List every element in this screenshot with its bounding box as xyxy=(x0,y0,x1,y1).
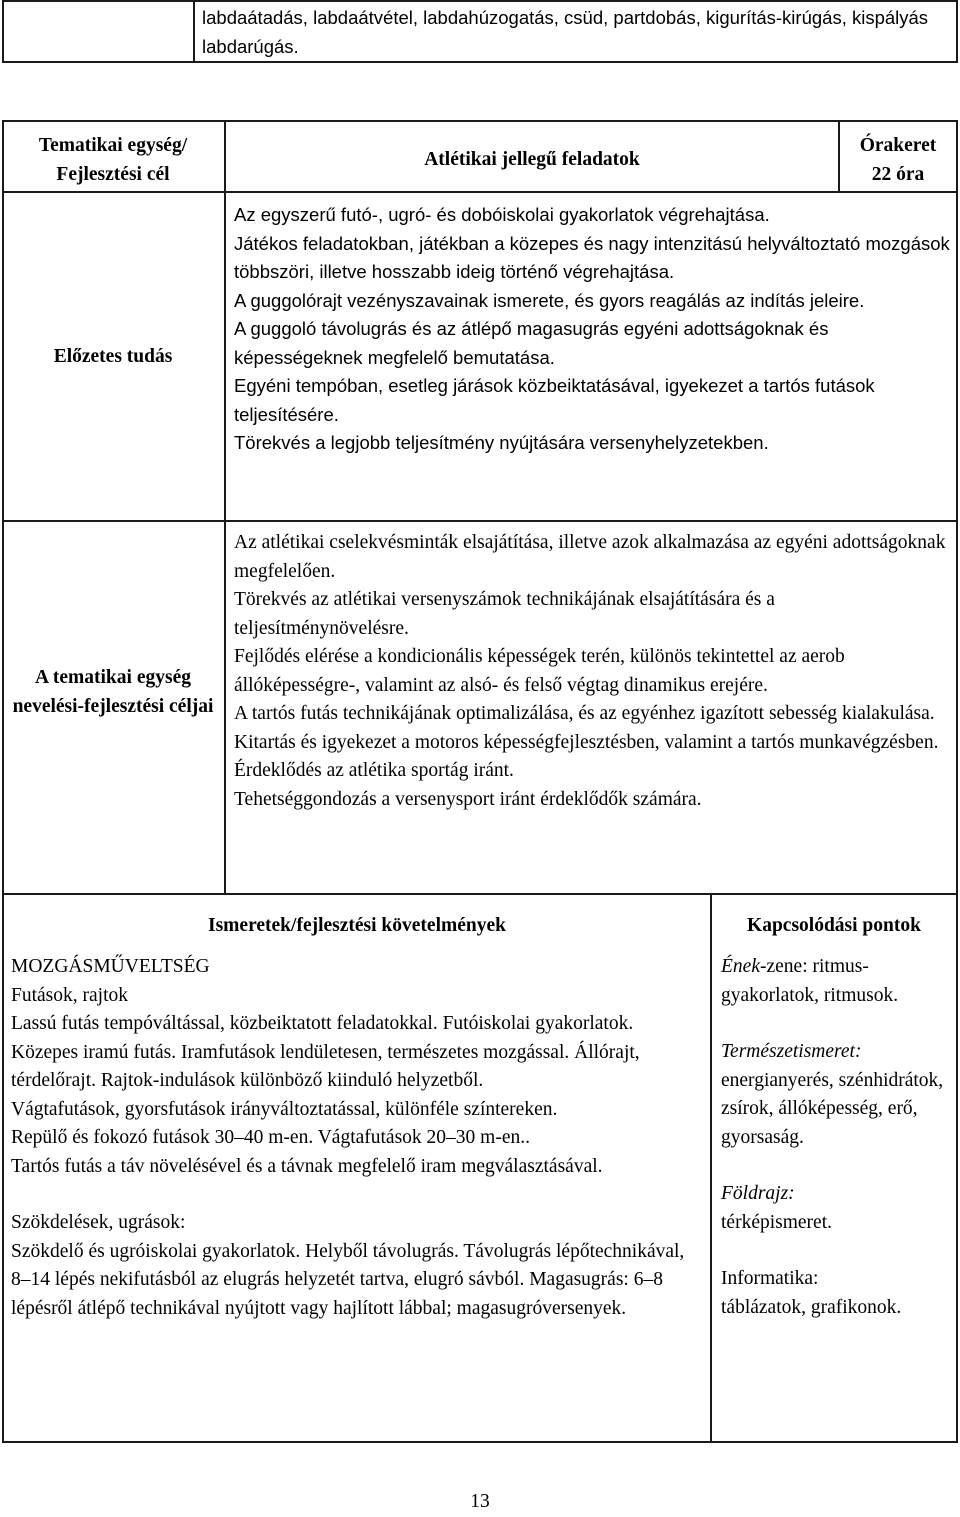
link-subject: Informatika: xyxy=(721,1268,819,1289)
goals-label: A tematikai egység nevelési-fejlesztési céljai xyxy=(12,667,214,717)
link-text: energianyerés, szénhidrátok, zsírok, állóképesség, erő, gyorsaság. xyxy=(721,1069,944,1148)
link-item-science xyxy=(721,1038,953,1152)
link-text: térképismeret. xyxy=(721,1211,832,1233)
link-subject: Természetismeret: xyxy=(721,1041,862,1062)
hours-label: Órakeret xyxy=(859,135,937,156)
prior-item: Törekvés a legjobb teljesítmény nyújtására versenyhelyzetekben. xyxy=(234,432,769,453)
link-text: táblázatok, grafikonok. xyxy=(721,1296,902,1318)
page-number: 13 xyxy=(470,1491,490,1512)
prior-item: A guggolórajt vezényszavainak ismerete, és gyors reagálás az indítás jeleire. xyxy=(234,289,865,311)
prior-knowledge-list xyxy=(234,201,950,458)
top-table-divider xyxy=(193,0,195,63)
goal-item: Érdeklődés az atlétika sportág iránt. xyxy=(234,760,514,781)
top-table-border-left xyxy=(2,0,4,63)
requirements-item: Lassú futás tempóváltással, közbeiktatott feladatokkal. Futóiskolai gyakorlatok. Közepes iramú futás. Iramfutások lendületesen, természetes mozgással. Állórajt, térdelőrajt. Rajtok-indulások különböző kiinduló helyzetből. xyxy=(11,1013,640,1091)
top-table-border-right xyxy=(956,0,958,63)
links-header: Kapcsolódási pontok xyxy=(747,915,921,936)
goal-item: A tartós futás technikájának optimalizálása, és az egyénhez igazított sebesség kialakulása. xyxy=(234,703,935,724)
link-subject: Ének xyxy=(721,956,760,977)
prior-item: Egyéni tempóban, esetleg járások közbeiktatásával, igyekezet a tartós futások teljesítésére. xyxy=(234,375,875,425)
requirements-content xyxy=(11,953,705,1323)
header-row-divider xyxy=(2,191,958,193)
goal-item: Az atlétikai cselekvésminták elsajátítása, illetve azok alkalmazása az egyéni adottságoknak megfelelően. xyxy=(234,532,946,582)
table-border-top xyxy=(2,120,958,122)
requirements-subheading-running: Futások, rajtok xyxy=(11,984,128,1006)
link-text: -zene: ritmus-gyakorlatok, ritmusok. xyxy=(721,956,899,1006)
requirements-item: Repülő és fokozó futások 30–40 m-en. Vágtafutások 20–30 m-en.. xyxy=(11,1127,530,1148)
goals-row-divider xyxy=(2,893,958,895)
requirements-heading: MOZGÁSMŰVELTSÉG xyxy=(11,956,210,977)
top-table-border-top xyxy=(2,0,958,2)
link-item-geography xyxy=(721,1180,953,1237)
table-border-bottom xyxy=(2,1441,958,1443)
requirements-subheading-jumping: Szökdelések, ugrások: xyxy=(11,1212,186,1233)
prior-item: Játékos feladatokban, játékban a közepes és nagy intenzitású helyváltoztató mozgások többszöri, illetve hosszabb ideig történő végrehajtása. xyxy=(234,232,950,282)
hours-value: 22 óra xyxy=(871,164,925,185)
goal-item: Fejlődés elérése a kondicionális képességek terén, különös tekintettel az aerob állóképességre-, valamint az alsó- és felső végtag dinamikus erejére. xyxy=(234,646,845,696)
link-subject: Földrajz: xyxy=(721,1183,795,1204)
link-item-informatics xyxy=(721,1265,953,1322)
links-content xyxy=(721,953,953,1322)
links-column-divider xyxy=(710,893,712,1443)
link-item-music xyxy=(721,953,953,1010)
requirements-item: Vágtafutások, gyorsfutások irányváltoztatással, különféle színtereken. xyxy=(11,1098,558,1120)
prior-row-divider xyxy=(2,520,958,522)
table-border-right xyxy=(956,120,958,1443)
goal-item: Kitartás és igyekezet a motoros képességfejlesztésben, valamint a tartós munkavégzésben. xyxy=(234,731,939,753)
goal-item: Törekvés az atlétikai versenyszámok technikájának elsajátítására és a teljesítménynövelésre. xyxy=(234,589,775,639)
requirements-header: Ismeretek/fejlesztési követelmények xyxy=(208,915,506,936)
header-left-label: Tematikai egység/ Fejlesztési cél xyxy=(38,135,188,185)
requirements-item: Szökdelő és ugróiskolai gyakorlatok. Helyből távolugrás. Távolugrás lépőtechnikával, 8–14 lépés nekifutásból az elugrás helyzetét tartva, elugró sávból. Magasugrás: 6–8 lépésről átlépő technikával nyújtott vagy hajlított lábbal; magasugróversenyek. xyxy=(11,1240,685,1319)
top-table-border-bottom xyxy=(2,61,958,63)
goals-list xyxy=(234,529,950,814)
unit-title: Atlétikai jellegű feladatok xyxy=(424,149,640,170)
requirements-spacer xyxy=(11,1181,705,1209)
goal-item: Tehetséggondozás a versenysport iránt érdeklődők számára. xyxy=(234,788,702,810)
prior-item: A guggoló távolugrás és az átlépő magasugrás egyéni adottságoknak és képességeknek megfelelő bemutatása. xyxy=(234,318,829,368)
requirements-item: Tartós futás a táv növelésével és a távnak megfelelő iram megválasztásával. xyxy=(11,1155,603,1177)
table-border-left xyxy=(2,120,4,1443)
top-row-text: labdaátadás, labdaátvétel, labdahúzogatás, csüd, partdobás, kigurítás-kirúgás, kispályás labdarúgás. xyxy=(202,7,929,57)
prior-item: Az egyszerű futó-, ugró- és dobóiskolai gyakorlatok végrehajtása. xyxy=(234,204,770,225)
prior-knowledge-label: Előzetes tudás xyxy=(53,346,173,367)
label-column-divider xyxy=(224,120,226,895)
